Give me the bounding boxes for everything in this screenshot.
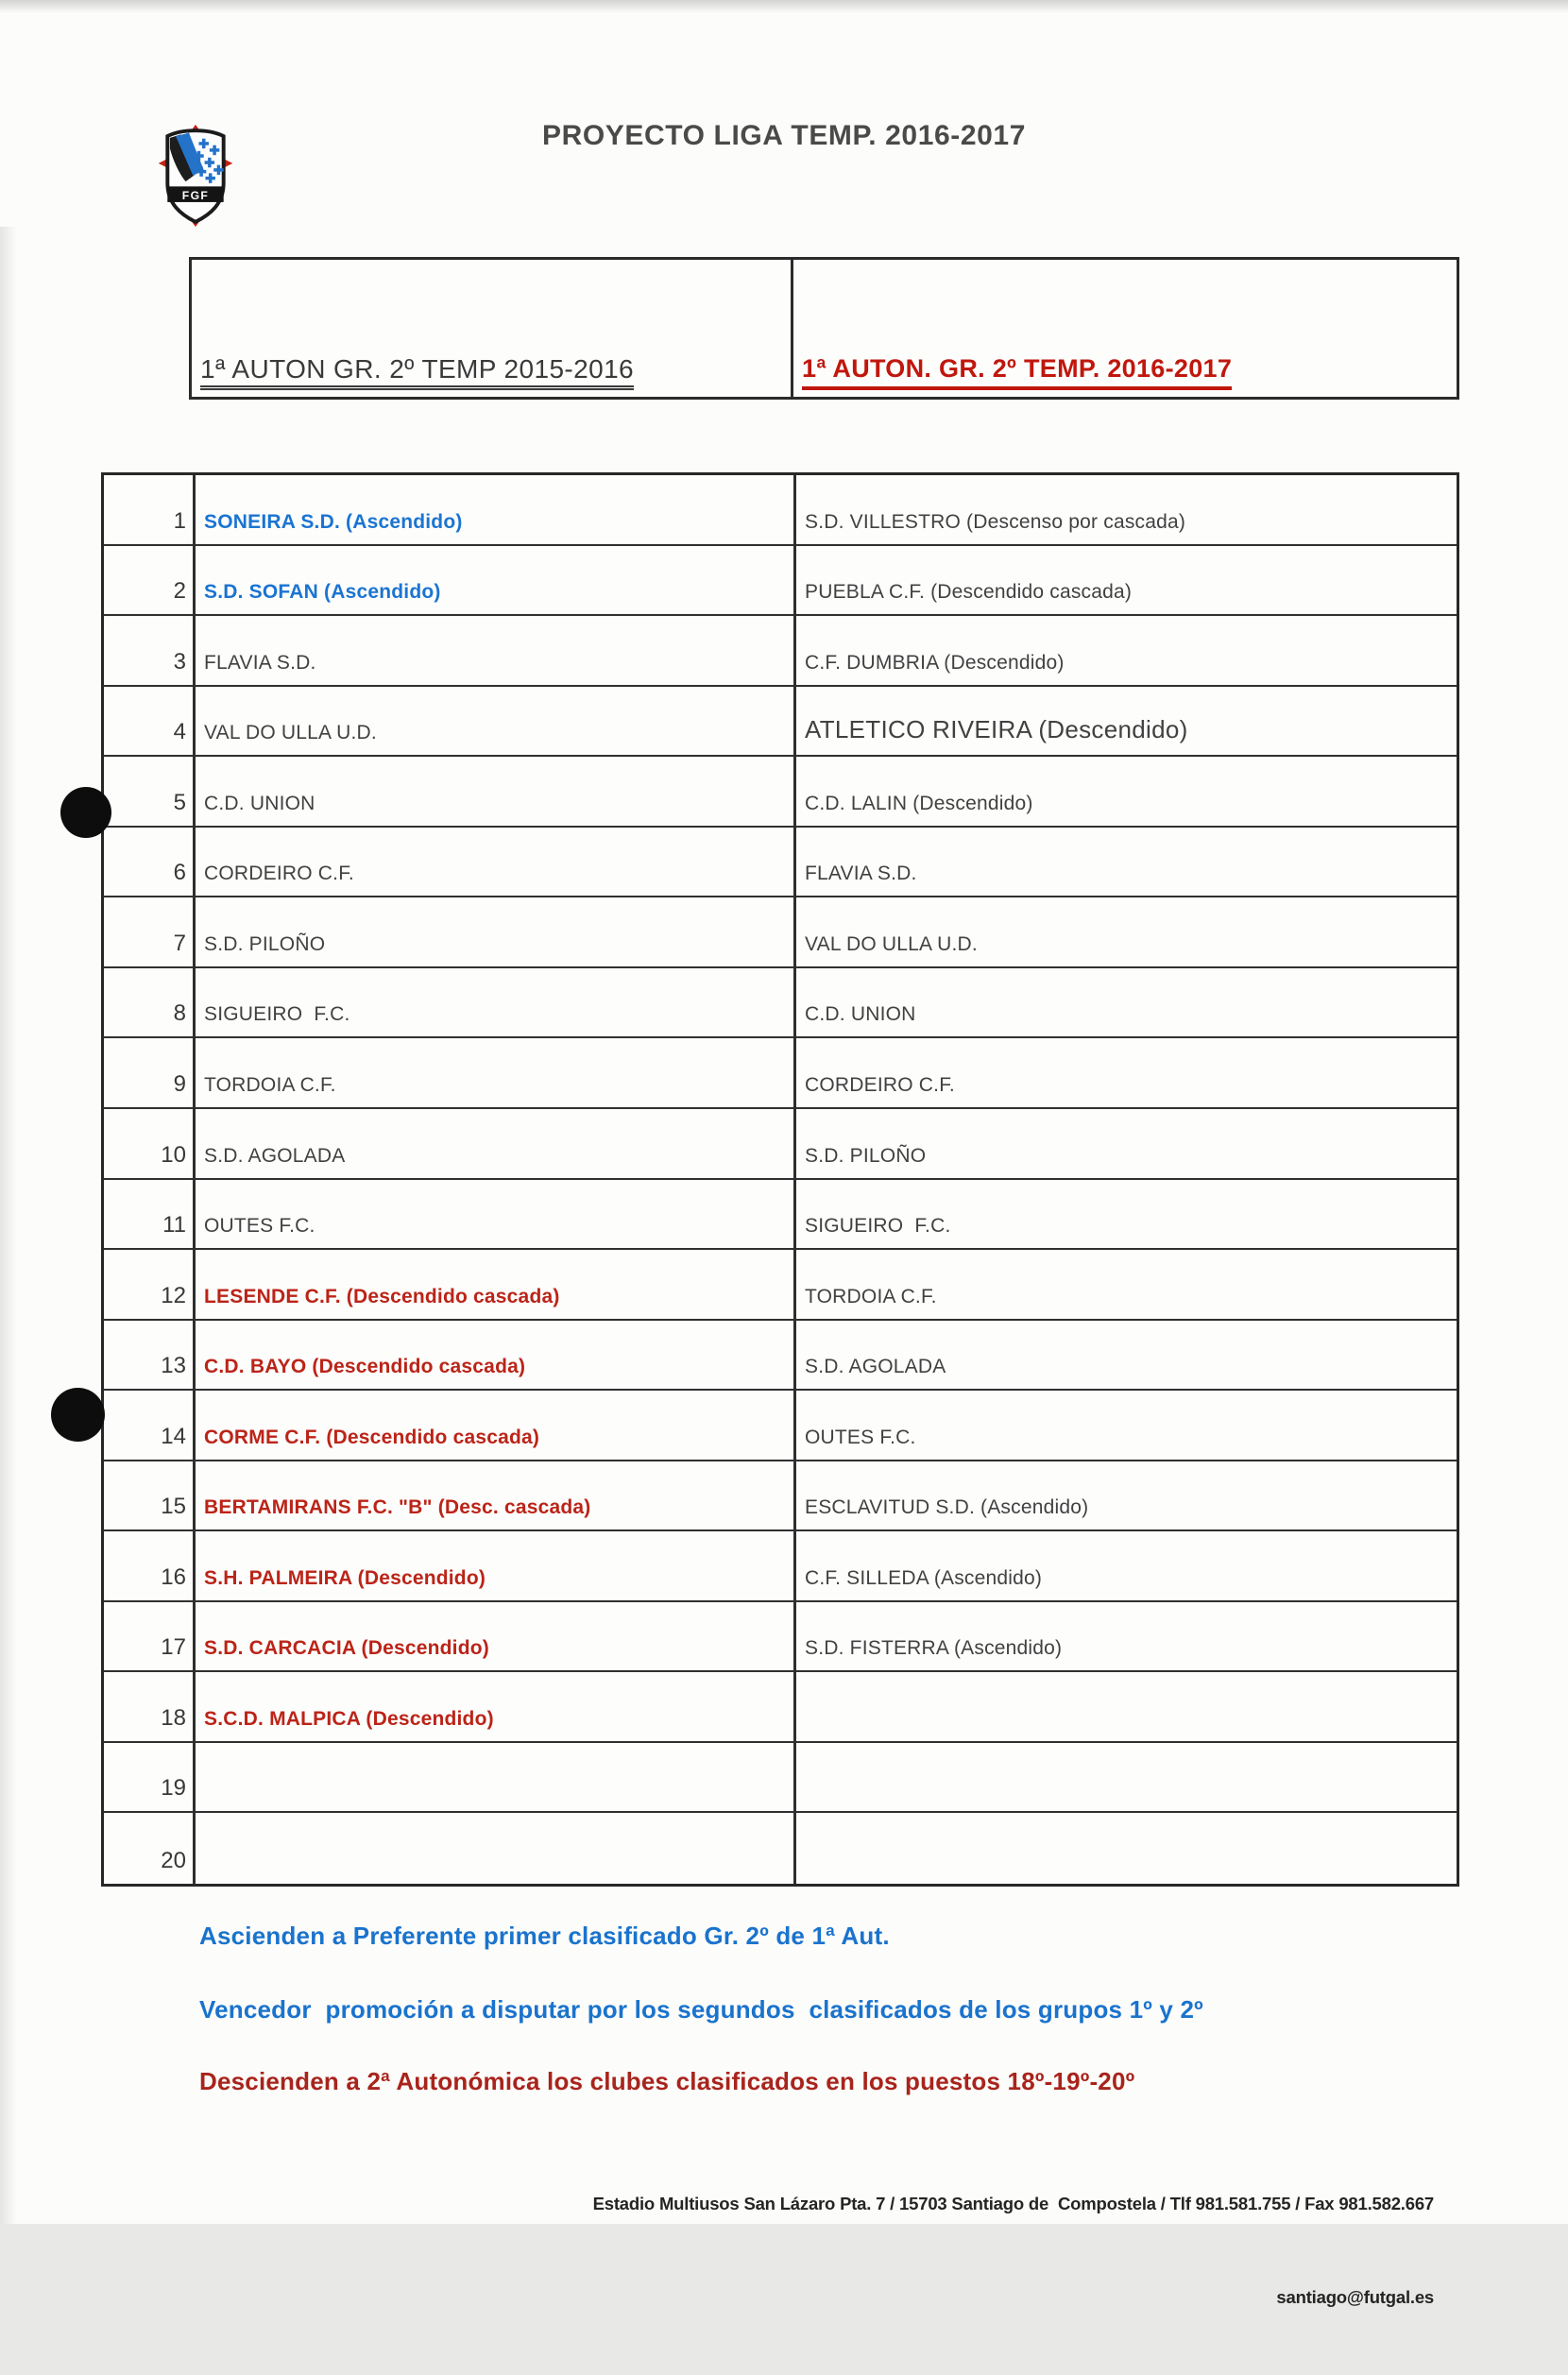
row-number: 9 (104, 1038, 196, 1109)
team-2015-2016: SONEIRA S.D. (Ascendido) (196, 475, 796, 546)
team-2016-2017: S.D. PILOÑO (796, 1109, 1457, 1180)
row-number: 11 (104, 1180, 196, 1251)
hole-punch-bottom (51, 1388, 105, 1442)
team-2016-2017: C.F. SILLEDA (Ascendido) (796, 1531, 1457, 1602)
scan-edge-artifact-left (0, 227, 17, 2224)
page-title: PROYECTO LIGA TEMP. 2016-2017 (541, 120, 1027, 151)
team-2015-2016: C.D. BAYO (Descendido cascada) (196, 1321, 796, 1392)
row-number: 4 (104, 687, 196, 758)
note-ascension: Ascienden a Preferente primer clasificado Gr. 2º de 1ª Aut. (199, 1922, 890, 1950)
team-2016-2017: CORDEIRO C.F. (796, 1038, 1457, 1109)
season-2015-2016-cell (192, 260, 793, 397)
season-2015-2016-label: 1ª AUTON GR. 2º TEMP 2015-2016 (200, 354, 634, 390)
team-2016-2017: C.F. DUMBRIA (Descendido) (796, 616, 1457, 687)
scan-edge-artifact-top (0, 0, 1568, 13)
row-number: 1 (104, 475, 196, 546)
team-2016-2017: S.D. VILLESTRO (Descenso por cascada) (796, 475, 1457, 546)
season-header-table (189, 257, 1459, 400)
note-promotion: Vencedor promoción a disputar por los segundos clasificados de los grupos 1º y 2º (199, 1995, 1203, 2024)
row-number: 10 (104, 1109, 196, 1180)
team-2016-2017: VAL DO ULLA U.D. (796, 897, 1457, 968)
teams-table (101, 472, 1459, 1887)
fgf-logo-text: FGF (181, 188, 210, 202)
team-2015-2016: S.D. AGOLADA (196, 1109, 796, 1180)
team-2016-2017: TORDOIA C.F. (796, 1250, 1457, 1321)
row-number: 5 (104, 757, 196, 828)
row-number: 18 (104, 1672, 196, 1743)
row-number: 19 (104, 1743, 196, 1814)
team-2016-2017: ESCLAVITUD S.D. (Ascendido) (796, 1461, 1457, 1532)
hole-punch-top (60, 787, 111, 838)
team-2015-2016: S.D. PILOÑO (196, 897, 796, 968)
team-2016-2017: S.D. FISTERRA (Ascendido) (796, 1602, 1457, 1673)
row-number: 12 (104, 1250, 196, 1321)
team-2015-2016: OUTES F.C. (196, 1180, 796, 1251)
team-2015-2016: SIGUEIRO F.C. (196, 968, 796, 1039)
row-number: 16 (104, 1531, 196, 1602)
row-number: 14 (104, 1391, 196, 1461)
team-2016-2017: ATLETICO RIVEIRA (Descendido) (796, 687, 1457, 758)
footer-address-line: Estadio Multiusos San Lázaro Pta. 7 / 15703 Santiago de Compostela / Tlf 981.581.755 / Fax 981.582.667 (592, 2194, 1434, 2213)
row-number: 13 (104, 1321, 196, 1392)
team-2015-2016: S.D. SOFAN (Ascendido) (196, 546, 796, 617)
team-2016-2017 (796, 1672, 1457, 1743)
team-2016-2017: C.D. UNION (796, 968, 1457, 1039)
row-number: 20 (104, 1813, 196, 1884)
team-2015-2016: VAL DO ULLA U.D. (196, 687, 796, 758)
team-2016-2017: PUEBLA C.F. (Descendido cascada) (796, 546, 1457, 617)
row-number: 17 (104, 1602, 196, 1673)
team-2015-2016: LESENDE C.F. (Descendido cascada) (196, 1250, 796, 1321)
team-2015-2016: FLAVIA S.D. (196, 616, 796, 687)
team-2016-2017: OUTES F.C. (796, 1391, 1457, 1461)
team-2016-2017: S.D. AGOLADA (796, 1321, 1457, 1392)
team-2016-2017: SIGUEIRO F.C. (796, 1180, 1457, 1251)
team-2016-2017: FLAVIA S.D. (796, 828, 1457, 898)
team-2015-2016: TORDOIA C.F. (196, 1038, 796, 1109)
team-2015-2016: CORME C.F. (Descendido cascada) (196, 1391, 796, 1461)
team-2015-2016: BERTAMIRANS F.C. "B" (Desc. cascada) (196, 1461, 796, 1532)
season-2016-2017-cell (793, 260, 1457, 397)
team-2015-2016 (196, 1743, 796, 1814)
team-2015-2016 (196, 1813, 796, 1884)
season-2016-2017-label: 1ª AUTON. GR. 2º TEMP. 2016-2017 (802, 354, 1232, 390)
team-2015-2016: S.C.D. MALPICA (Descendido) (196, 1672, 796, 1743)
row-number: 8 (104, 968, 196, 1039)
row-number: 6 (104, 828, 196, 898)
teams-table-grid (104, 475, 1457, 1884)
team-2016-2017 (796, 1743, 1457, 1814)
footer-email: santiago@futgal.es (1276, 2287, 1434, 2307)
footer (593, 2126, 1434, 2375)
team-2015-2016: C.D. UNION (196, 757, 796, 828)
team-2015-2016: CORDEIRO C.F. (196, 828, 796, 898)
team-2016-2017: C.D. LALIN (Descendido) (796, 757, 1457, 828)
team-2016-2017 (796, 1813, 1457, 1884)
row-number: 15 (104, 1461, 196, 1532)
team-2015-2016: S.H. PALMEIRA (Descendido) (196, 1531, 796, 1602)
row-number: 7 (104, 897, 196, 968)
team-2015-2016: S.D. CARCACIA (Descendido) (196, 1602, 796, 1673)
row-number: 2 (104, 546, 196, 617)
row-number: 3 (104, 616, 196, 687)
note-relegation: Descienden a 2ª Autonómica los clubes clasificados en los puestos 18º-19º-20º (199, 2067, 1135, 2095)
